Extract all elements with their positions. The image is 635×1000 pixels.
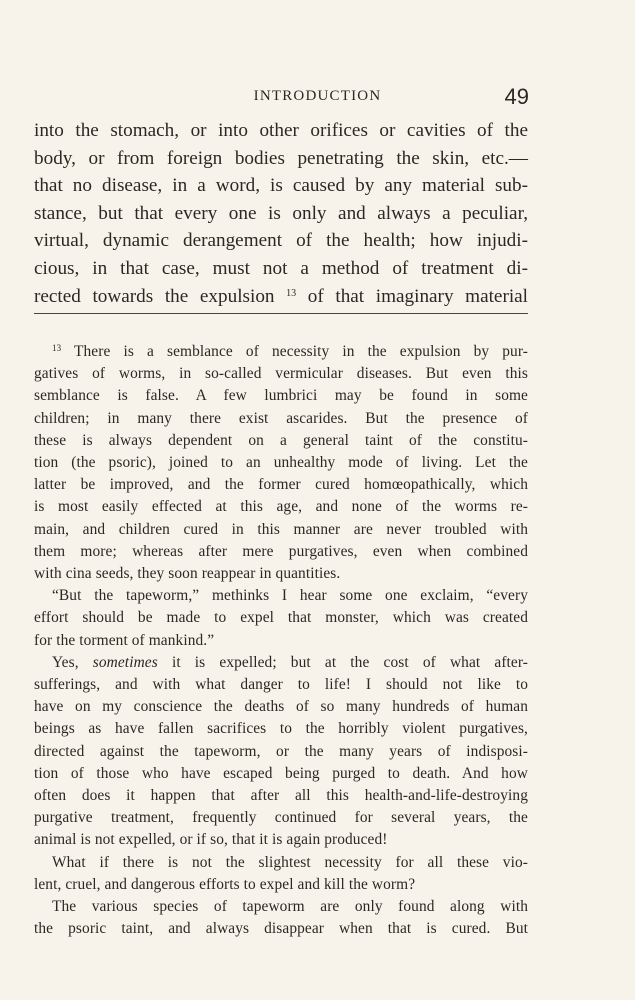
footnote-line: is most easily effected at this age, and none of the worms re- [34,498,528,516]
main-text-fragment: rected towards the expulsion [34,285,275,307]
main-text-line: virtual, dynamic derangement of the health; how injudi- [34,230,528,252]
footnote-line: The various species of tapeworm are only found along with [52,898,528,916]
footnote-line: tion of those who have escaped being purged to death. And how [34,764,528,782]
footnote-line: lent, cruel, and dangerous efforts to expel and kill the worm? [34,875,416,893]
main-text-line: into the stomach, or into other orifices or cavities of the [34,120,528,141]
footnote-reference[interactable]: 13 [286,287,297,299]
main-text-line [34,283,528,311]
footnote-fragment: it is expelled; but at the cost of what after- [171,653,528,671]
page-number: 49 [504,84,529,109]
footnote-line: these is always dependent on a general taint of the constitu- [34,431,528,449]
footnote-line: with cina seeds, they soon reappear in quantities. [34,565,341,583]
footnote [34,341,528,940]
footnote-line: have on my conscience the deaths of so many hundreds of human [34,698,528,716]
footnote-divider [34,313,528,315]
footnote-line: the psoric taint, and always disappear when that is cured. But [34,920,528,938]
footnote-line: latter be improved, and the former cured homœopathically, which [34,476,528,494]
running-title: INTRODUCTION [253,88,382,104]
footnote-line: purgative treatment, frequently continued for several years, the [34,809,528,827]
footnote-line: children; in many there exist ascarides. But the presence of [34,409,528,427]
main-text-line: stance, but that every one is only and always a peculiar, [34,202,528,224]
footnote-line: tion (the psoric), joined to an unhealthy mode of living. Let the [34,454,528,472]
footnote-line: animal is not expelled, or if so, that it is again produced! [34,831,388,849]
main-text [34,117,528,310]
footnote-line: for the torment of mankind.” [34,631,215,649]
footnote-line [34,652,528,674]
footnote-fragment: Yes, [52,653,79,671]
footnote-line [34,341,528,363]
main-text-fragment: of that imaginary material [307,285,529,307]
footnote-line: “But the tapeworm,” methinks I hear some one exclaim, “every [52,587,528,605]
footnote-line: sufferings, and with what danger to life! I should not like to [34,676,528,694]
footnote-line: What if there is not the slightest necessity for all these vio- [52,853,528,871]
footnote-emphasis: sometimes [92,653,158,671]
footnote-line: beings as have fallen sacrifices to the horribly violent purgatives, [34,720,528,738]
footnote-line: directed against the tapeworm, or the many years of indisposi- [34,742,528,760]
footnote-line: gatives of worms, in so-called vermicular diseases. But even this [34,365,528,383]
footnote-line: semblance is false. A few lumbrici may be found in some [34,387,528,405]
main-text-line: cious, in that case, must not a method of treatment di- [34,257,528,279]
footnote-line: main, and children cured in this manner are never troubled with [34,520,528,538]
main-text-line: body, or from foreign bodies penetrating the skin, etc.— [34,147,528,169]
footnote-fragment: There is a semblance of necessity in the expulsion by pur- [74,343,528,360]
footnote-line: often does it happen that after all this health-and-life-destroying [34,787,528,805]
main-text-line: that no disease, in a word, is caused by any material sub- [34,175,528,197]
footnote-marker: 13 [52,343,62,353]
footnote-line: them more; whereas after mere purgatives, even when combined [34,542,528,560]
running-head [0,84,635,114]
footnote-line: effort should be made to expel that monster, which was created [34,609,528,627]
